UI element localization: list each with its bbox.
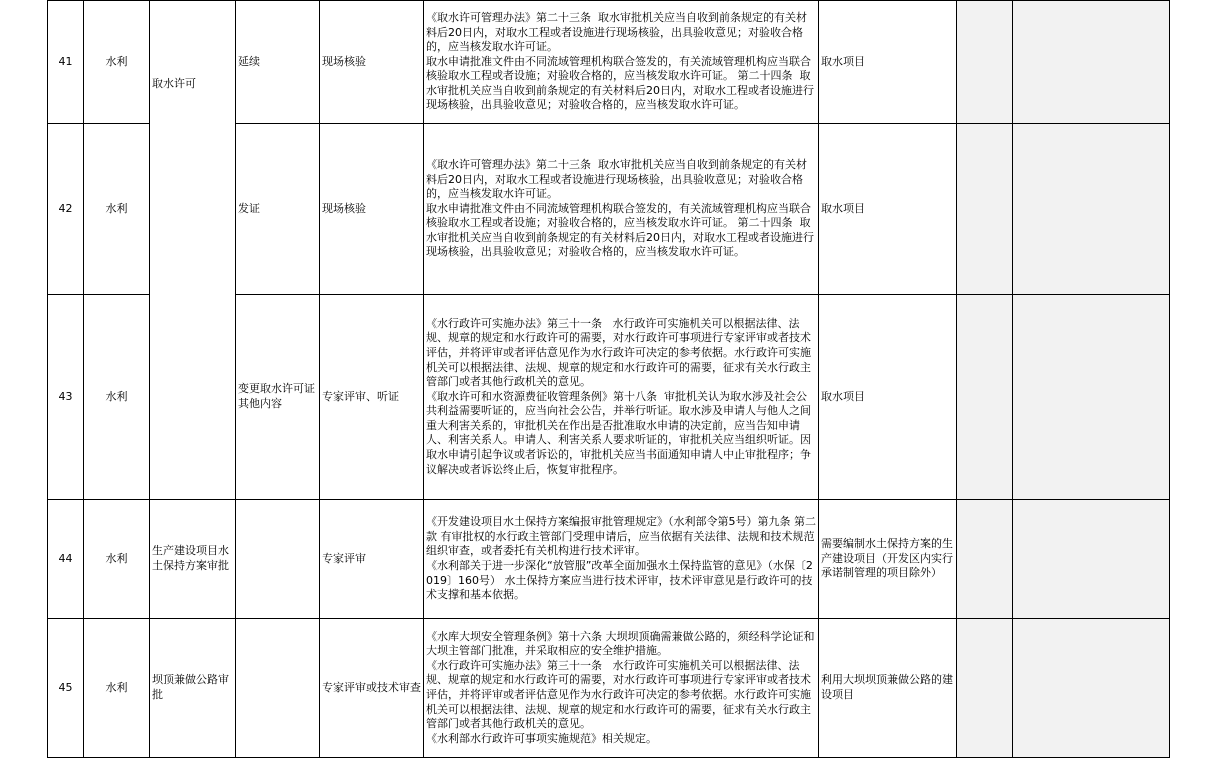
applicable-scope-cell[interactable]: 利用大坝坝顶兼做公路的建设项目 (819, 619, 957, 758)
empty-cell[interactable] (1013, 124, 1170, 295)
empty-cell[interactable] (1013, 619, 1170, 758)
applicable-scope-cell[interactable]: 取水项目 (819, 295, 957, 500)
row-number-cell[interactable]: 43 (48, 295, 84, 500)
applicable-scope-cell[interactable]: 取水项目 (819, 1, 957, 124)
review-method-cell[interactable]: 专家评审、听证 (320, 295, 424, 500)
applicable-scope-cell[interactable]: 需要编制水土保持方案的生产建设项目（开发区内实行承诺制管理的项目除外） (819, 500, 957, 619)
table-row[interactable] (48, 619, 1170, 758)
legal-basis-cell[interactable]: 《取水许可管理办法》第二十三条 取水审批机关应当自收到前条规定的有关材料后20日内，对取水工程或者设施进行现场核验，出具验收意见；对验收合格的，应当核发取水许可证。 取水申请批准文件由不同流域管理机构联合签发的，有关流域管理机构应当联合核验取水工程或者设施；对验收合格的，应当核发取水许可证。 第二十四条 取水审批机关应当自收到前条规定的有关材料后20日内，对取水工程或者设施进行现场核验，出具验收意见；对验收合格的，应当核发取水许可证。 (424, 124, 819, 295)
legal-basis-cell[interactable]: 《取水许可管理办法》第二十三条 取水审批机关应当自收到前条规定的有关材料后20日内，对取水工程或者设施进行现场核验，出具验收意见；对验收合格的，应当核发取水许可证。 取水申请批准文件由不同流域管理机构联合签发的，有关流域管理机构应当联合核验取水工程或者设施；对验收合格的，应当核发取水许可证。 第二十四条 取水审批机关应当自收到前条规定的有关材料后20日内，对取水工程或者设施进行现场核验，出具验收意见；对验收合格的，应当核发取水许可证。 (424, 1, 819, 124)
empty-cell[interactable] (1013, 295, 1170, 500)
category-cell[interactable]: 水利 (84, 619, 150, 758)
table-row[interactable] (48, 1, 1170, 124)
category-cell[interactable]: 水利 (84, 500, 150, 619)
empty-cell[interactable] (957, 295, 1013, 500)
review-method-cell[interactable]: 专家评审 (320, 500, 424, 619)
row-number-cell[interactable]: 41 (48, 1, 84, 124)
row-number-cell[interactable]: 44 (48, 500, 84, 619)
row-number-cell[interactable]: 42 (48, 124, 84, 295)
category-cell[interactable]: 水利 (84, 1, 150, 124)
sub-item-cell[interactable]: 变更取水许可证其他内容 (236, 295, 320, 500)
sub-item-cell[interactable] (236, 619, 320, 758)
item-name-cell[interactable]: 生产建设项目水土保持方案审批 (150, 500, 236, 619)
empty-cell[interactable] (1013, 500, 1170, 619)
category-cell[interactable]: 水利 (84, 295, 150, 500)
table-row[interactable] (48, 500, 1170, 619)
item-name-cell[interactable]: 坝顶兼做公路审批 (150, 619, 236, 758)
applicable-scope-cell[interactable]: 取水项目 (819, 124, 957, 295)
sub-item-cell[interactable]: 发证 (236, 124, 320, 295)
sub-item-cell[interactable]: 延续 (236, 1, 320, 124)
row-number-cell[interactable]: 45 (48, 619, 84, 758)
sub-item-cell[interactable] (236, 500, 320, 619)
empty-cell[interactable] (1013, 1, 1170, 124)
empty-cell[interactable] (957, 619, 1013, 758)
empty-cell[interactable] (957, 500, 1013, 619)
empty-cell[interactable] (957, 1, 1013, 124)
legal-basis-cell[interactable]: 《水行政许可实施办法》第三十一条 水行政许可实施机关可以根据法律、法规、规章的规定和水行政许可的需要，对水行政许可事项进行专家评审或者技术评估，并将评审或者评估意见作为水行政许可决定的参考依据。水行政许可实施机关可以根据法律、法规、规章的规定和水行政许可的需要，征求有关水行政主管部门或者其他行政机关的意见。 《取水许可和水资源费征收管理条例》第十八条 审批机关认为取水涉及社会公共利益需要听证的，应当向社会公告，并举行听证。取水涉及申请人与他人之间重大利害关系的，审批机关在作出是否批准取水申请的决定前，应当告知申请人、利害关系人。申请人、利害关系人要求听证的，审批机关应当组织听证。因取水申请引起争议或者诉讼的，审批机关应当书面通知申请人中止审批程序；争议解决或者诉讼终止后，恢复审批程序。 (424, 295, 819, 500)
review-method-cell[interactable]: 现场核验 (320, 124, 424, 295)
approval-items-table (47, 0, 1170, 758)
legal-basis-cell[interactable]: 《水库大坝安全管理条例》第十六条 大坝坝顶确需兼做公路的，须经科学论证和大坝主管部门批准，并采取相应的安全维护措施。 《水行政许可实施办法》第三十一条 水行政许可实施机关可以根据法律、法规、规章的规定和水行政许可的需要，对水行政许可事项进行专家评审或者技术评估，并将评审或者评估意见作为水行政许可决定的参考依据。水行政许可实施机关可以根据法律、法规、规章的规定和水行政许可的需要，征求有关水行政主管部门或者其他行政机关的意见。 《水利部水行政许可事项实施规范》相关规定。 (424, 619, 819, 758)
review-method-cell[interactable]: 现场核验 (320, 1, 424, 124)
empty-cell[interactable] (957, 124, 1013, 295)
review-method-cell[interactable]: 专家评审或技术审查 (320, 619, 424, 758)
item-name-cell[interactable]: 取水许可 (150, 1, 236, 500)
legal-basis-cell[interactable]: 《开发建设项目水土保持方案编报审批管理规定》（水利部令第5号）第九条 第二款 有审批权的水行政主管部门受理申请后，应当依据有关法律、法规和技术规范组织审查，或者委托有关机构进行技术评审。 《水利部关于进一步深化“放管服”改革全面加强水土保持监管的意见》（水保〔2019〕160号） 水土保持方案应当进行技术评审，技术评审意见是行政许可的技术支撑和基本依据。 (424, 500, 819, 619)
category-cell[interactable]: 水利 (84, 124, 150, 295)
